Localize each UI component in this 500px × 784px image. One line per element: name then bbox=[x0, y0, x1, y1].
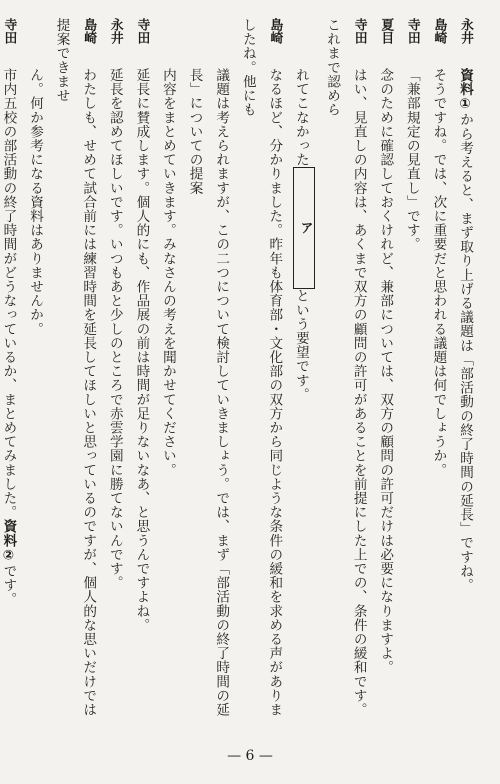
dialogue-text: 念のために確認しておくけれど、兼部については、双方の顧問の許可だけは必要になりますよ。 bbox=[377, 68, 394, 675]
speaker-name: 島崎 bbox=[267, 18, 283, 45]
dialogue-line bbox=[128, 18, 155, 718]
speaker-name: 永井 bbox=[458, 18, 473, 45]
answer-blank-box: ア bbox=[293, 167, 315, 289]
speaker-name: 永井 bbox=[107, 18, 123, 45]
dialogue-line bbox=[287, 18, 318, 718]
document-reference: 資料① bbox=[457, 68, 473, 113]
dialogue-text: 延長を認めてほしいです。いつもあと少しのところで赤雲学園に勝てないんです。 bbox=[106, 68, 123, 590]
dialogue-text: 内容をまとめていきます。みなさんの考えを聞かせてください。 bbox=[159, 68, 176, 477]
speaker-name: 寺田 bbox=[1, 18, 17, 45]
dialogue-line bbox=[21, 18, 48, 718]
dialogue-line bbox=[425, 18, 452, 718]
speaker-name: 寺田 bbox=[351, 18, 367, 45]
speaker-name: 島崎 bbox=[81, 18, 97, 45]
dialogue-text: ん。何か参考になる資料はありませんか。 bbox=[27, 68, 43, 336]
dialogue-text: という要望です。 bbox=[292, 288, 309, 402]
dialogue-line bbox=[154, 18, 181, 718]
speaker-name: 寺田 bbox=[404, 18, 420, 45]
dialogue-text: 「兼部規定の見直し」です。 bbox=[403, 68, 420, 252]
dialogue-text: から考えると、まず取り上げる議題は「部活動の終了時間の延長」ですね。 bbox=[457, 112, 473, 593]
page-number: — 6 — bbox=[227, 748, 273, 764]
dialogue-line bbox=[234, 18, 287, 718]
dialogue-text: です。 bbox=[0, 563, 17, 607]
speaker-name: 寺田 bbox=[134, 18, 150, 45]
dialogue-text: 延長に賛成します。個人的にも、作品展の前は時間が足りないなあ、と思うんですよね。 bbox=[133, 68, 150, 632]
dialogue-line bbox=[398, 18, 425, 718]
document-reference: 資料② bbox=[0, 519, 17, 564]
dialogue-text: 議題は考えられますが、この二つについて検討していきましょう。では、まず「部活動の終了時間の延長」についての提案 bbox=[186, 68, 230, 717]
dialogue-text: なるほど、分かりました。昨年も体育部・文化部の双方から同じような条件の緩和を求める声がありましたね。他にも bbox=[239, 18, 283, 717]
speaker-name: 島崎 bbox=[431, 18, 447, 45]
speaker-name: 夏目 bbox=[378, 18, 394, 45]
dialogue-text: そうですね。では、次に重要だと思われる議題は何でしょうか。 bbox=[430, 68, 447, 477]
dialogue-line bbox=[451, 18, 478, 718]
dialogue-line bbox=[181, 18, 234, 718]
dialogue-text: はい、見直しの内容は、あくまで双方の顧問の許可があることを前提にした上での、条件の緩和です。これまで認めら bbox=[324, 18, 367, 717]
dialogue-line bbox=[48, 18, 101, 718]
dialogue-line bbox=[318, 18, 371, 718]
dialogue-line bbox=[0, 18, 21, 718]
dialogue-text: わたしも、せめて試合前には練習時間を延長してほしいと思っているのですが、個人的な思いだけでは提案できませ bbox=[53, 18, 97, 717]
dialogue-text: れてこなかった bbox=[292, 68, 309, 167]
dialogue-script bbox=[0, 18, 478, 718]
dialogue-line bbox=[372, 18, 399, 718]
dialogue-text: 市内五校の部活動の終了時間がどうなっているか、まとめてみました。 bbox=[0, 68, 17, 520]
dialogue-line bbox=[101, 18, 128, 718]
